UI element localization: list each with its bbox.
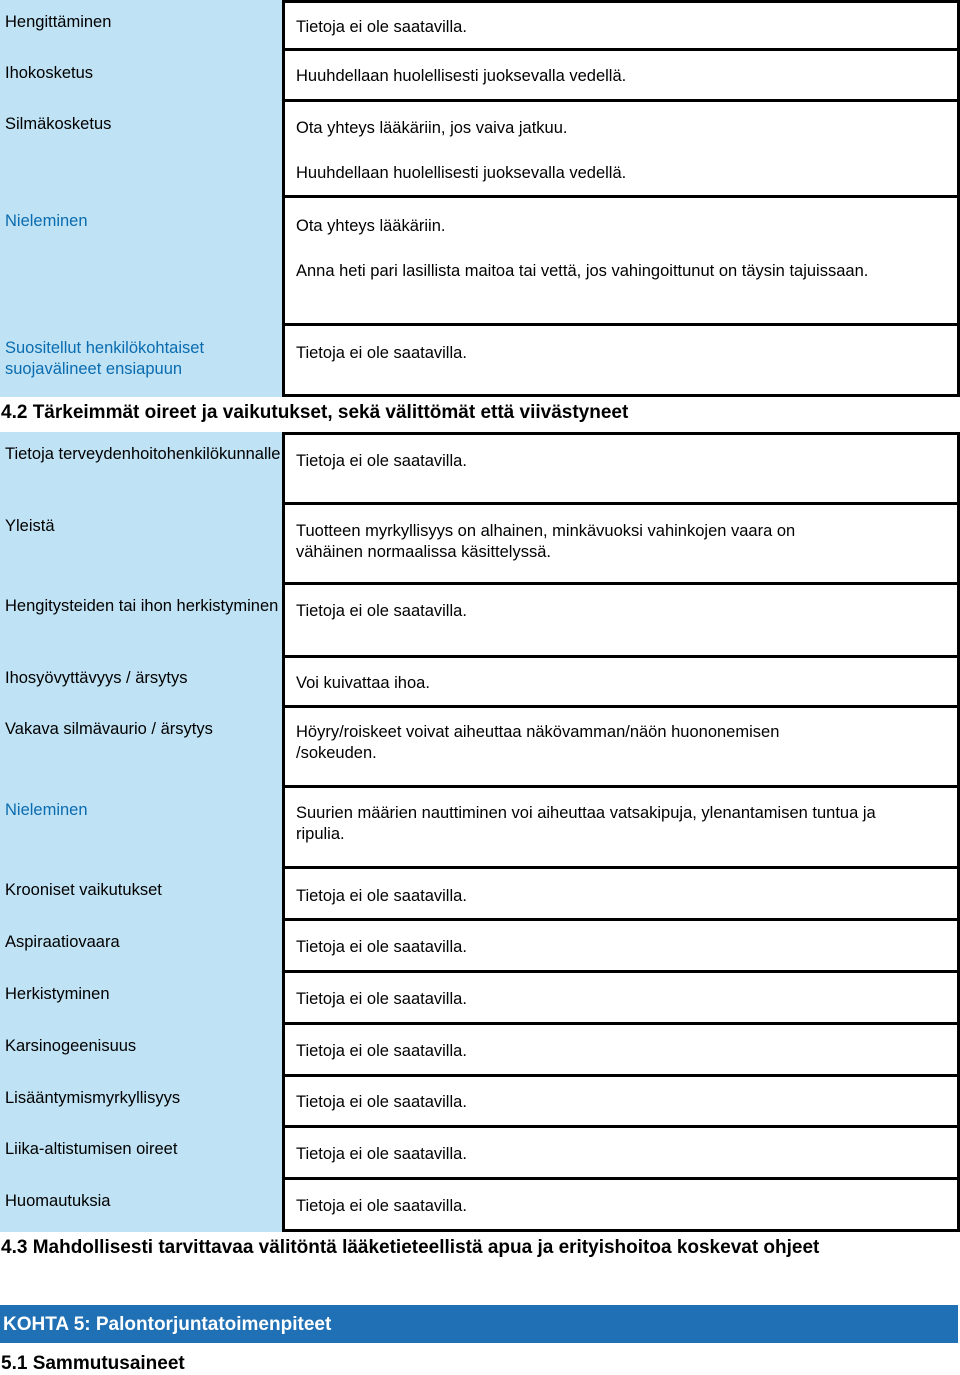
row-value-line: Ota yhteys lääkäriin, jos vaiva jatkuu.: [296, 119, 568, 137]
row-value-line: Tietoja ei ole saatavilla.: [296, 1197, 467, 1215]
row-value-line: Tietoja ei ole saatavilla.: [296, 18, 467, 36]
row-value: [282, 102, 960, 198]
section-heading-4-2: 4.2 Tärkeimmät oireet ja vaikutukset, sekä välittömät että viivästyneet: [1, 402, 629, 423]
row-value: [282, 1025, 960, 1077]
row-value: [282, 1128, 960, 1180]
row-value-line: Tietoja ei ole saatavilla.: [296, 602, 467, 620]
row-value: [282, 0, 960, 51]
row-label: Liika-altistumisen oireet: [0, 1128, 282, 1180]
row-value-line: Tietoja ei ole saatavilla.: [296, 990, 467, 1008]
row-label: Aspiraatiovaara: [0, 921, 282, 973]
row-value: [282, 505, 960, 585]
row-value: [282, 973, 960, 1025]
row-value: [282, 432, 960, 505]
row-value-line: Voi kuivattaa ihoa.: [296, 674, 430, 692]
row-label: Vakava silmävaurio / ärsytys: [0, 708, 282, 788]
row-label: Nieleminen: [0, 198, 282, 326]
table-row: [0, 921, 960, 973]
table-row: [0, 326, 960, 397]
table-row: [0, 102, 960, 198]
table-row: [0, 0, 960, 51]
section-5-bar: [0, 1305, 958, 1343]
row-value: [282, 51, 960, 102]
table-row: [0, 1180, 960, 1232]
row-value-line: Tietoja ei ole saatavilla.: [296, 887, 467, 905]
row-value: [282, 788, 960, 869]
row-label: Herkistyminen: [0, 973, 282, 1025]
row-label: Krooniset vaikutukset: [0, 869, 282, 921]
row-value-line: Tietoja ei ole saatavilla.: [296, 452, 467, 470]
table-row: [0, 585, 960, 658]
row-label: Lisääntymismyrkyllisyys: [0, 1077, 282, 1128]
table-row: [0, 198, 960, 326]
row-value-line: Huuhdellaan huolellisesti juoksevalla vedellä.: [296, 164, 627, 182]
row-label: Yleistä: [0, 505, 282, 585]
row-value-line: Ota yhteys lääkäriin.: [296, 217, 446, 235]
row-value: [282, 198, 960, 326]
row-value-line: Tuotteen myrkyllisyys on alhainen, minkävuoksi vahinkojen vaara on vähäinen normaalissa käsittelyssä.: [296, 522, 796, 561]
table-row: [0, 658, 960, 708]
row-value: [282, 1077, 960, 1128]
row-label: Hengitysteiden tai ihon herkistyminen: [0, 585, 282, 658]
row-label: Huomautuksia: [0, 1180, 282, 1232]
row-value-line: Huuhdellaan huolellisesti juoksevalla vedellä.: [296, 67, 627, 85]
row-value-line: Höyry/roiskeet voivat aiheuttaa näkövamman/näön huononemisen /sokeuden.: [296, 723, 780, 762]
table-row: [0, 432, 960, 505]
row-value-line: Tietoja ei ole saatavilla.: [296, 1042, 467, 1060]
section-heading-5-1: 5.1 Sammutusaineet: [1, 1353, 185, 1374]
row-value: [282, 708, 960, 788]
row-label: Suositellut henkilökohtaiset suojavälineet ensiapuun: [0, 326, 282, 397]
row-value-line: Tietoja ei ole saatavilla.: [296, 1145, 467, 1163]
table-row: [0, 505, 960, 585]
row-label: Silmäkosketus: [0, 102, 282, 198]
table-row: [0, 869, 960, 921]
row-value: [282, 585, 960, 658]
table-row: [0, 1128, 960, 1180]
row-value: [282, 1180, 960, 1232]
table-row: [0, 973, 960, 1025]
row-value-line: Tietoja ei ole saatavilla.: [296, 1093, 467, 1111]
table-row: [0, 788, 960, 869]
row-value-line: Tietoja ei ole saatavilla.: [296, 938, 467, 956]
row-label: Ihosyövyttävyys / ärsytys: [0, 658, 282, 708]
row-value: [282, 921, 960, 973]
table-row: [0, 51, 960, 102]
row-value: [282, 869, 960, 921]
row-label: Tietoja terveydenhoitohenkilökunnalle: [0, 432, 282, 505]
row-value-line: Tietoja ei ole saatavilla.: [296, 344, 467, 362]
section-5-title: KOHTA 5: Palontorjuntatoimenpiteet: [3, 1314, 332, 1335]
row-label: Hengittäminen: [0, 0, 282, 51]
row-label: Ihokosketus: [0, 51, 282, 102]
row-value-line: Suurien määrien nauttiminen voi aiheuttaa vatsakipuja, ylenantamisen tuntua ja ripulia.: [296, 804, 876, 843]
table-row: [0, 1025, 960, 1077]
row-label: Karsinogeenisuus: [0, 1025, 282, 1077]
row-value: [282, 658, 960, 708]
row-label: Nieleminen: [0, 788, 282, 869]
row-value: [282, 326, 960, 397]
table-row: [0, 708, 960, 788]
table-row: [0, 1077, 960, 1128]
section-heading-4-3: 4.3 Mahdollisesti tarvittavaa välitöntä lääketieteellistä apua ja erityishoitoa koskevat ohjeet: [1, 1237, 820, 1258]
row-value-line: Anna heti pari lasillista maitoa tai vettä, jos vahingoittunut on täysin tajuissaan.: [296, 262, 869, 280]
